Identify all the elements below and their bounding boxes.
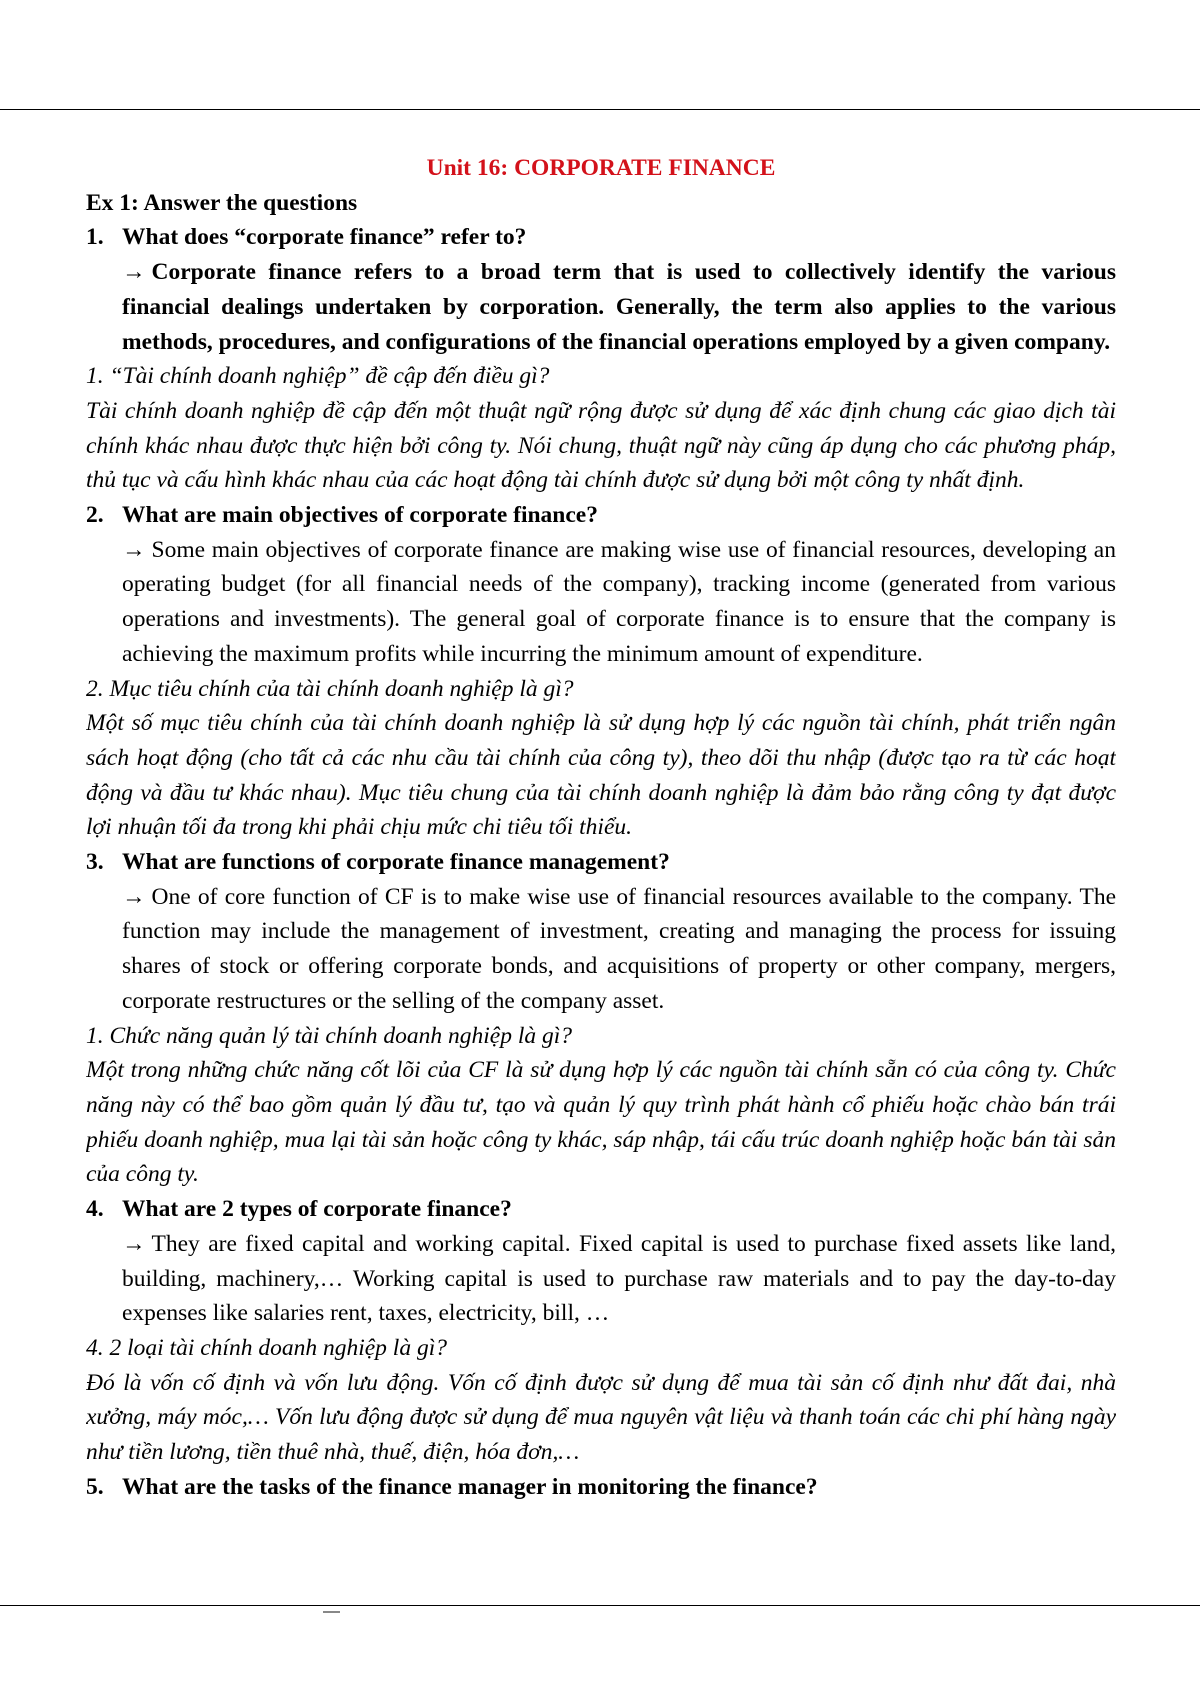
document-body	[86, 151, 1116, 1605]
vi-answer-1: Tài chính doanh nghiệp đề cập đến một thuật ngữ rộng được sử dụng để xác định chung các giao dịch tài chính khác nhau được thực hiện bởi công ty. Nói chung, thuật ngữ này cũng áp dụng cho các phương pháp, thủ tục và cấu hình khác nhau của các hoạt động tài chính được sử dụng bởi một công ty nhất định.	[86, 397, 1116, 494]
question-text: What are 2 types of corporate finance?	[122, 1196, 512, 1223]
question-2	[86, 498, 1116, 533]
answer-1	[122, 255, 1116, 359]
exercise-heading: Ex 1: Answer the questions	[86, 189, 358, 216]
question-number: 4.	[86, 1196, 104, 1223]
question-text: What does “corporate finance” refer to?	[122, 224, 527, 251]
vi-question-2: 2. Mục tiêu chính của tài chính doanh nghiệp là gì?	[86, 675, 574, 702]
arrow-right-icon: →	[122, 1230, 146, 1257]
question-number: 3.	[86, 849, 104, 876]
question-number: 2.	[86, 502, 104, 529]
answer-2	[122, 533, 1116, 672]
arrow-right-icon: →	[122, 883, 146, 910]
arrow-right-icon: →	[122, 259, 146, 286]
vi-answer-4: Đó là vốn cố định và vốn lưu động. Vốn cố định được sử dụng để mua tài sản cố định như đất đai, nhà xưởng, máy móc,… Vốn lưu động được sử dụng để mua nguyên vật liệu và thanh toán các chi phí hàng ngày như tiền lương, tiền thuê nhà, thuế, điện, hóa đơn,…	[86, 1369, 1116, 1466]
footer-rule	[0, 1605, 1200, 1606]
question-text: What are main objectives of corporate finance?	[122, 502, 598, 529]
answer-text: They are fixed capital and working capital. Fixed capital is used to purchase fixed assets like land, building, machinery,… Working capital is used to purchase raw materials and to pay the day-to-day expenses like salaries rent, taxes, electricity, bill, …	[122, 1230, 1116, 1327]
arrow-right-icon: →	[122, 536, 146, 563]
vi-question-3: 1. Chức năng quản lý tài chính doanh nghiệp là gì?	[86, 1022, 573, 1049]
vi-question-1: 1. “Tài chính doanh nghiệp” đề cập đến điều gì?	[86, 363, 550, 390]
question-1	[86, 220, 1116, 255]
vi-question-4: 4. 2 loại tài chính doanh nghiệp là gì?	[86, 1334, 447, 1361]
question-number: 5.	[86, 1473, 104, 1500]
answer-text: Some main objectives of corporate finance are making wise use of financial resources, developing an operating budget (for all financial needs of the company), tracking income (generated from various operations and investments). The general goal of corporate finance is to ensure that the company is achieving the maximum profits while incurring the minimum amount of expenditure.	[122, 536, 1116, 667]
question-4	[86, 1192, 1116, 1227]
page-title: Unit 16: CORPORATE FINANCE	[426, 155, 776, 181]
answer-text: Corporate finance refers to a broad term that is used to collectively identify the various financial dealings undertaken by corporation. Generally, the term also applies to the various methods, procedures, and configurations of the financial operations employed by a given company.	[122, 259, 1116, 355]
question-3	[86, 845, 1116, 880]
vi-answer-2: Một số mục tiêu chính của tài chính doanh nghiệp là sử dụng hợp lý các nguồn tài chính, phát triển ngân sách hoạt động (cho tất cả các nhu cầu tài chính của công ty), theo dõi thu nhập (được tạo ra từ các hoạt động và đầu tư khác nhau). Mục tiêu chung của tài chính doanh nghiệp là đảm bảo rằng công ty đạt được lợi nhuận tối đa trong khi phải chịu mức chi tiêu tối thiểu.	[86, 710, 1116, 841]
question-text: What are the tasks of the finance manager in monitoring the finance?	[122, 1473, 818, 1500]
answer-text: One of core function of CF is to make wise use of financial resources available to the company. The function may include the management of investment, creating and managing the process for issuing shares of stock or offering corporate bonds, and acquisitions of property or other company, mergers, corporate restructures or the selling of the company asset.	[122, 883, 1116, 1014]
vi-answer-3: Một trong những chức năng cốt lõi của CF là sử dụng hợp lý các nguồn tài chính sẵn có của công ty. Chức năng này có thể bao gồm quản lý đầu tư, tạo và quản lý quy trình phát hành cổ phiếu hoặc chào bán trái phiếu doanh nghiệp, mua lại tài sản hoặc công ty khác, sáp nhập, tái cấu trúc doanh nghiệp hoặc bán tài sản của công ty.	[86, 1057, 1116, 1188]
answer-4	[122, 1227, 1116, 1331]
page-footer-mark	[323, 1611, 340, 1613]
question-text: What are functions of corporate finance management?	[122, 849, 670, 876]
question-number: 1.	[86, 224, 104, 251]
answer-3	[122, 880, 1116, 1019]
header-rule	[0, 109, 1200, 110]
question-5	[86, 1470, 1116, 1505]
